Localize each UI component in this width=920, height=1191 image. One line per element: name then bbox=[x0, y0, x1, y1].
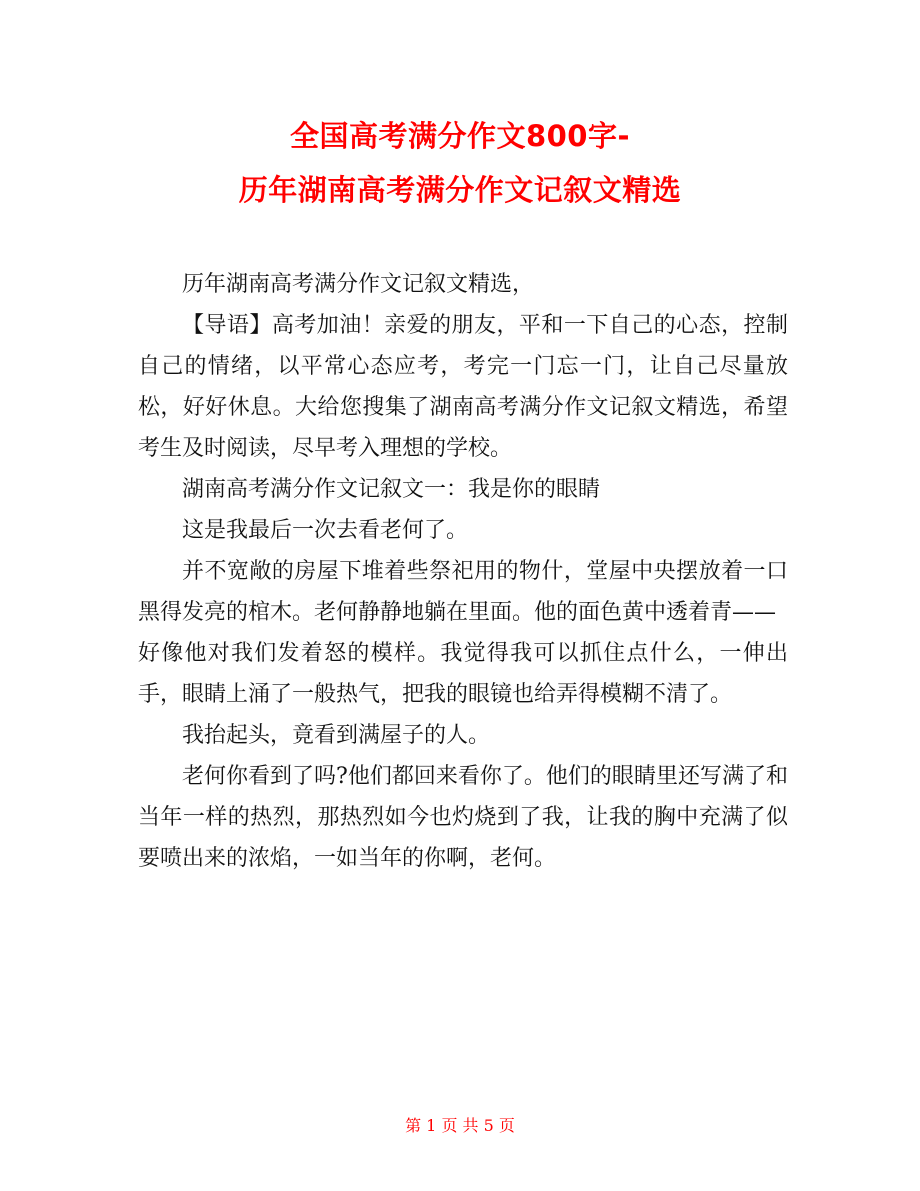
paragraph-essay-5: 老何你看到了吗?他们都回来看你了。他们的眼睛里还写满了和当年一样的热烈，那热烈如今也灼烧到了我，让我的胸中充满了似要喷出来的浓焰，一如当年的你啊，老何。 bbox=[138, 764, 788, 871]
paragraph-essay-4: 我抬起头，竟看到满屋子的人。 bbox=[182, 723, 491, 748]
document-body bbox=[138, 264, 788, 879]
paragraph-guide: 【导语】高考加油！亲爱的朋友，平和一下自己的心态，控制自己的情绪，以平常心态应考，考完一门忘一门，让自己尽量放松，好好休息。大给您搜集了湖南高考满分作文记叙文精选，希望考生及时阅读，尽早考入理想的学校。 bbox=[138, 313, 788, 461]
paragraph-essay-3: 好像他对我们发着怒的模样。我觉得我可以抓住点什么，一伸出手，眼睛上涌了一般热气，把我的眼镜也给弄得模糊不清了。 bbox=[138, 641, 788, 707]
document-title-line-2: 历年湖南高考满分作文记叙文精选 bbox=[238, 173, 682, 207]
paragraph-essay-1: 这是我最后一次去看老何了。 bbox=[182, 518, 469, 543]
paragraph-intro-title: 历年湖南高考满分作文记叙文精选， bbox=[182, 272, 535, 297]
paragraph-essay-heading: 湖南高考满分作文记叙文一：我是你的眼睛 bbox=[182, 477, 601, 502]
document-title-line-1: 全国高考满分作文800字- bbox=[289, 119, 631, 153]
page-number-footer: 第 1 页 共 5 页 bbox=[405, 1116, 515, 1135]
paragraph-essay-2: 并不宽敞的房屋下堆着些祭祀用的物什，堂屋中央摆放着一口黑得发亮的棺木。老何静静地躺在里面。他的面色黄中透着青—— bbox=[138, 559, 788, 625]
